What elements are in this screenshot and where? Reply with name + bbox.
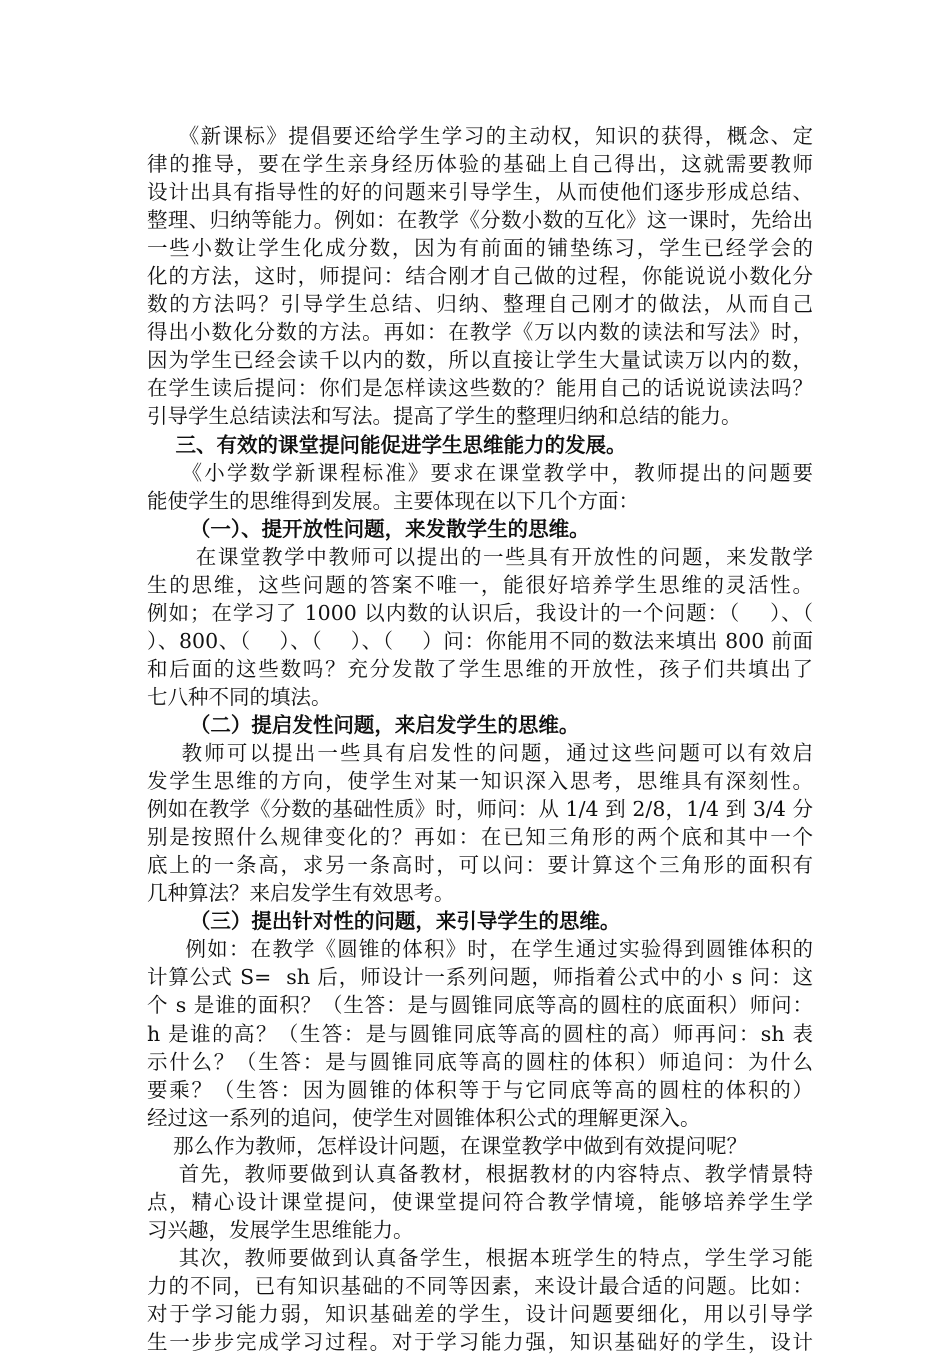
text-line: 几种算法？来启发学生有效思考。 — [147, 881, 455, 906]
text-line: 要乘？（生答：因为圆锥的体积等于与它同底等高的圆柱的体积的） — [147, 1077, 813, 1102]
text-line: 发学生思维的方向，使学生对某一知识深入思考，思维具有深刻性。 — [147, 769, 813, 794]
text-line: 经过这一系列的追问，使学生对圆锥体积公式的理解更深入。 — [147, 1105, 701, 1130]
text-line: 别是按照什么规律变化的？再如：在已知三角形的两个底和其中一个 — [147, 825, 813, 850]
text-line: 生一步步完成学习过程。对于学习能力强，知识基础好的学生，设计 — [147, 1330, 813, 1355]
text-line: 律的推导，要在学生亲身经历体验的基础上自己得出，这就需要教师 — [147, 152, 813, 177]
text-line: 在课堂教学中教师可以提出的一些具有开放性的问题，来发散学 — [147, 544, 813, 569]
section-heading: （一）、提开放性问题，来发散学生的思维。 — [147, 516, 590, 541]
text-line: 点，精心设计课堂提问，使课堂提问符合教学情境，能够培养学生学 — [147, 1189, 813, 1214]
text-line: ）、800、（ ）、（ ）、（ ）问：你能用不同的数法来填出 800 前面 — [147, 628, 813, 653]
text-line: 例如：在教学《圆锥的体积》时，在学生通过实验得到圆锥体积的 — [147, 937, 813, 962]
text-line: 数的方法吗？引导学生总结、归纳、整理自己刚才的做法，从而自己 — [147, 292, 813, 317]
text-line: 那么作为教师，怎样设计问题，在课堂教学中做到有效提问呢？ — [147, 1133, 748, 1158]
text-line: 习兴趣，发展学生思维能力。 — [147, 1217, 414, 1242]
text-line: 首先，教师要做到认真备教材，根据教材的内容特点、教学情景特 — [147, 1161, 813, 1186]
text-line: 个 s 是谁的面积？（生答：是与圆锥同底等高的圆柱的底面积）师问： — [147, 993, 813, 1018]
section-heading: （三）提出针对性的问题，来引导学生的思维。 — [147, 909, 621, 934]
text-line: 例如在教学《分数的基础性质》时，师问：从 1/4 到 2/8，1/4 到 3/4 分 — [147, 797, 813, 822]
text-line: 能使学生的思维得到发展。主要体现在以下几个方面： — [147, 488, 639, 513]
document-page — [147, 122, 813, 1356]
text-line: 其次，教师要做到认真备学生，根据本班学生的特点，学生学习能 — [147, 1245, 813, 1270]
text-line: h 是谁的高？（生答：是与圆锥同底等高的圆柱的高）师再问：sh 表 — [147, 1021, 813, 1046]
text-line: 一些小数让学生化成分数，因为有前面的铺垫练习，学生已经学会的 — [147, 236, 813, 261]
text-line: 力的不同，已有知识基础的不同等因素，来设计最合适的问题。比如： — [147, 1273, 813, 1298]
text-line: 设计出具有指导性的好的问题来引导学生，从而使他们逐步形成总结、 — [147, 180, 813, 205]
text-line: 《新课标》提倡要还给学生学习的主动权，知识的获得，概念、定 — [147, 124, 813, 148]
text-line: 生的思维，这些问题的答案不唯一，能很好培养学生思维的灵活性。 — [147, 572, 813, 597]
text-line: 计算公式 S= sh 后，师设计一系列问题，师指着公式中的小 s 问：这 — [147, 965, 813, 990]
section-heading: 三、有效的课堂提问能促进学生思维能力的发展。 — [147, 432, 627, 457]
text-line: 在学生读后提问：你们是怎样读这些数的？能用自己的话说说读法吗？ — [147, 376, 813, 401]
text-line: 七八种不同的填法。 — [147, 684, 332, 709]
text-line: 和后面的这些数吗？充分发散了学生思维的开放性，孩子们共填出了 — [147, 656, 813, 681]
text-line: 得出小数化分数的方法。再如：在教学《万以内数的读法和写法》时， — [147, 320, 813, 345]
text-line: 整理、归纳等能力。例如：在教学《分数小数的互化》这一课时，先给出 — [147, 208, 813, 233]
text-line: 因为学生已经会读千以内的数，所以直接让学生大量试读万以内的数， — [147, 348, 813, 373]
text-line: 《小学数学新课程标准》要求在课堂教学中，教师提出的问题要 — [147, 460, 813, 485]
text-line: 教师可以提出一些具有启发性的问题，通过这些问题可以有效启 — [147, 741, 813, 766]
text-line: 对于学习能力弱，知识基础差的学生，设计问题要细化，用以引导学 — [147, 1301, 813, 1326]
section-heading: （二）提启发性问题，来启发学生的思维。 — [147, 712, 580, 737]
text-line: 示什么？（生答：是与圆锥同底等高的圆柱的体积）师追问：为什么 — [147, 1049, 813, 1074]
text-line: 底上的一条高，求另一条高时，可以问：要计算这个三角形的面积有 — [147, 853, 813, 878]
text-line: 化的方法，这时，师提问：结合刚才自己做的过程，你能说说小数化分 — [147, 264, 813, 289]
text-line: 例如；在学习了 1000 以内数的认识后，我设计的一个问题：（ ）、（ — [147, 600, 813, 625]
text-line: 引导学生总结读法和写法。提高了学生的整理归纳和总结的能力。 — [147, 404, 742, 429]
